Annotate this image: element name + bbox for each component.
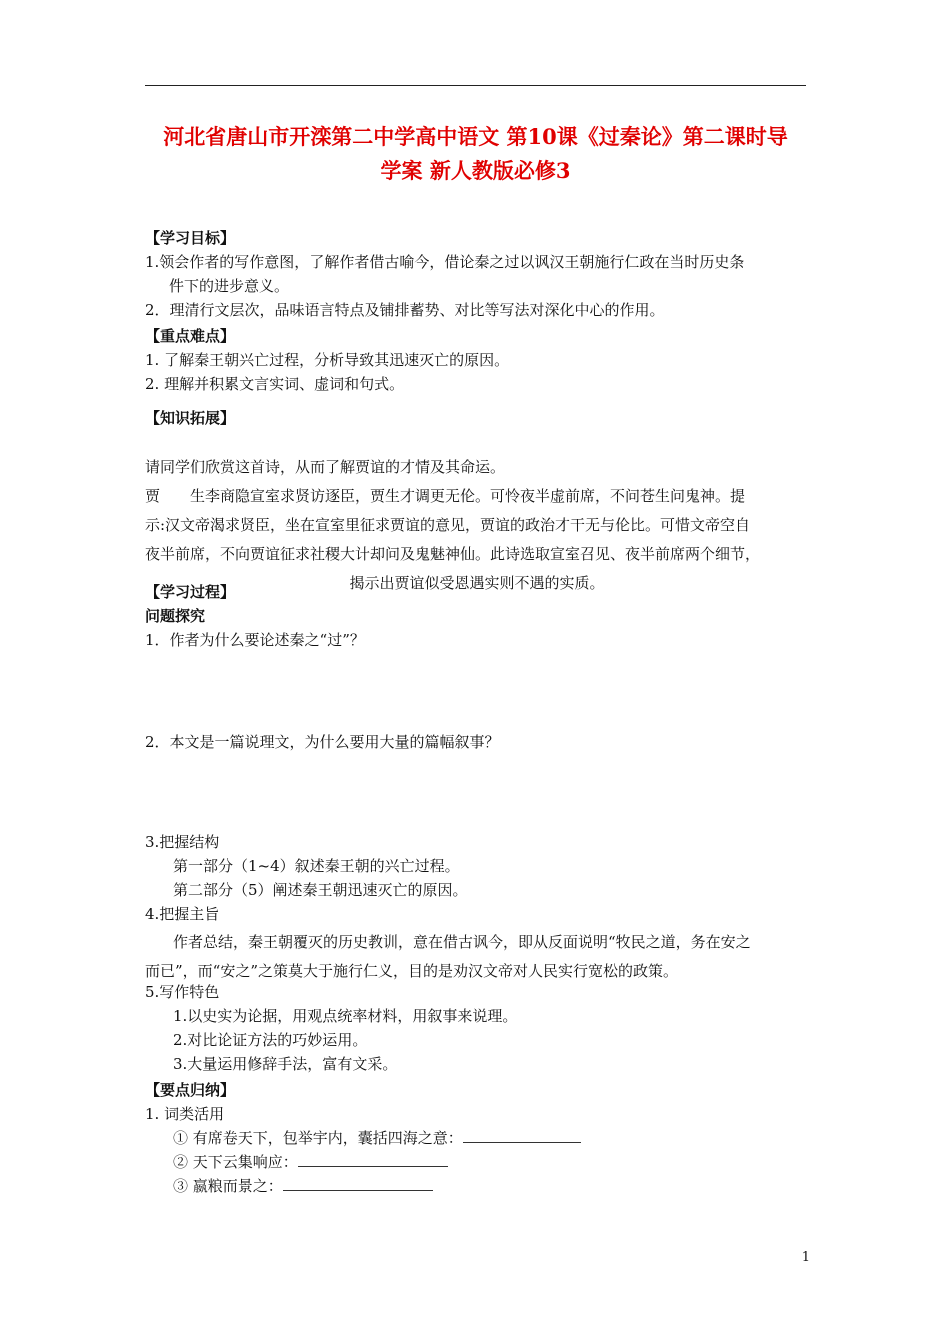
features-block	[145, 980, 809, 1076]
difficulties-heading: 【重点难点】	[145, 327, 236, 345]
poem-line-1: 贾 生李商隐宣室求贤访逐臣，贾生才调更无伦。可怜夜半虚前席，不问苍生问鬼神。提	[145, 487, 746, 505]
poem-line-2: 示:汉文帝渴求贤臣，坐在宣室里征求贾谊的意见，贾谊的政治才干无与伦比。可惜文帝空自	[145, 516, 751, 534]
difficulty-item-2: 2. 理解并积累文言实词、虚词和句式。	[145, 375, 405, 393]
exercise-2	[145, 1150, 809, 1174]
knowledge-intro: 请同学们欣赏这首诗，从而了解贾谊的才情及其命运。	[145, 458, 506, 476]
structure-part-2: 第二部分（5）阐述秦王朝迅速灭亡的原因。	[173, 881, 468, 899]
title-line-2: 学案 新人教版必修3	[380, 158, 571, 183]
section-goals	[145, 226, 809, 322]
structure-block	[145, 830, 809, 926]
goal-item-1-line-1: 1.领会作者的写作意图，了解作者借古喻今，借论秦之过以讽汉王朝施行仁政在当时历史条	[145, 253, 745, 271]
theme-title: 4.把握主旨	[145, 905, 220, 923]
question-2-block	[145, 730, 809, 754]
process-subheading: 问题探究	[145, 607, 206, 625]
section-process	[145, 580, 809, 652]
exercise-1	[145, 1126, 809, 1150]
knowledge-heading: 【知识拓展】	[145, 409, 236, 427]
summary-heading: 【要点归纳】	[145, 1081, 236, 1099]
structure-part-1: 第一部分（1~4）叙述秦王朝的兴亡过程。	[173, 857, 460, 875]
goals-heading: 【学习目标】	[145, 229, 236, 247]
process-heading: 【学习过程】	[145, 583, 236, 601]
poem-line-4: 揭示出贾谊似受恩遇实则不遇的实质。	[349, 574, 605, 592]
exercise-2-blank[interactable]	[298, 1150, 448, 1167]
poem-line-3: 夜半前席，不向贾谊征求社稷大计却问及鬼魅神仙。此诗选取宣室召见、夜半前席两个细节，	[145, 545, 761, 563]
feature-1: 1.以史实为论据，用观点统率材料，用叙事来说理。	[173, 1007, 518, 1025]
exercise-2-text: ② 天下云集响应：	[173, 1153, 298, 1171]
knowledge-poem	[145, 453, 809, 598]
theme-line-1: 作者总结，秦王朝覆灭的历史教训，意在借古讽今，即从反面说明“牧民之道，务在安之	[173, 933, 751, 951]
exercise-1-blank[interactable]	[463, 1126, 581, 1143]
page-number: 1	[801, 1250, 810, 1265]
goal-item-1-line-2: 件下的进步意义。	[169, 277, 290, 295]
feature-3: 3.大量运用修辞手法，富有文采。	[173, 1055, 398, 1073]
features-title: 5.写作特色	[145, 983, 220, 1001]
goal-item-2: 2．理清行文层次，品味语言特点及铺排蓄势、对比等写法对深化中心的作用。	[145, 301, 665, 319]
feature-2: 2.对比论证方法的巧妙运用。	[173, 1031, 368, 1049]
theme-block	[145, 928, 809, 986]
document-title	[145, 120, 806, 188]
title-line-1: 河北省唐山市开滦第二中学高中语文 第10课《过秦论》第二课时导	[163, 124, 788, 149]
question-1: 1．作者为什么要论述秦之“过”？	[145, 631, 365, 649]
exercise-3	[145, 1174, 809, 1198]
summary-item-1: 1. 词类活用	[145, 1105, 225, 1123]
header-rule	[145, 85, 806, 86]
exercise-1-text: ① 有席卷天下，包举宇内，囊括四海之意：	[173, 1129, 463, 1147]
section-knowledge	[145, 406, 809, 430]
structure-title: 3.把握结构	[145, 833, 220, 851]
difficulty-item-1: 1. 了解秦王朝兴亡过程，分析导致其迅速灭亡的原因。	[145, 351, 510, 369]
section-difficulties	[145, 324, 809, 396]
section-summary	[145, 1078, 809, 1198]
theme-line-2: 而已”，而“安之”之策莫大于施行仁义，目的是劝汉文帝对人民实行宽松的政策。	[145, 962, 679, 980]
exercise-3-text: ③ 嬴粮而景之：	[173, 1177, 283, 1195]
question-2: 2．本文是一篇说理文，为什么要用大量的篇幅叙事？	[145, 733, 500, 751]
exercise-3-blank[interactable]	[283, 1174, 433, 1191]
